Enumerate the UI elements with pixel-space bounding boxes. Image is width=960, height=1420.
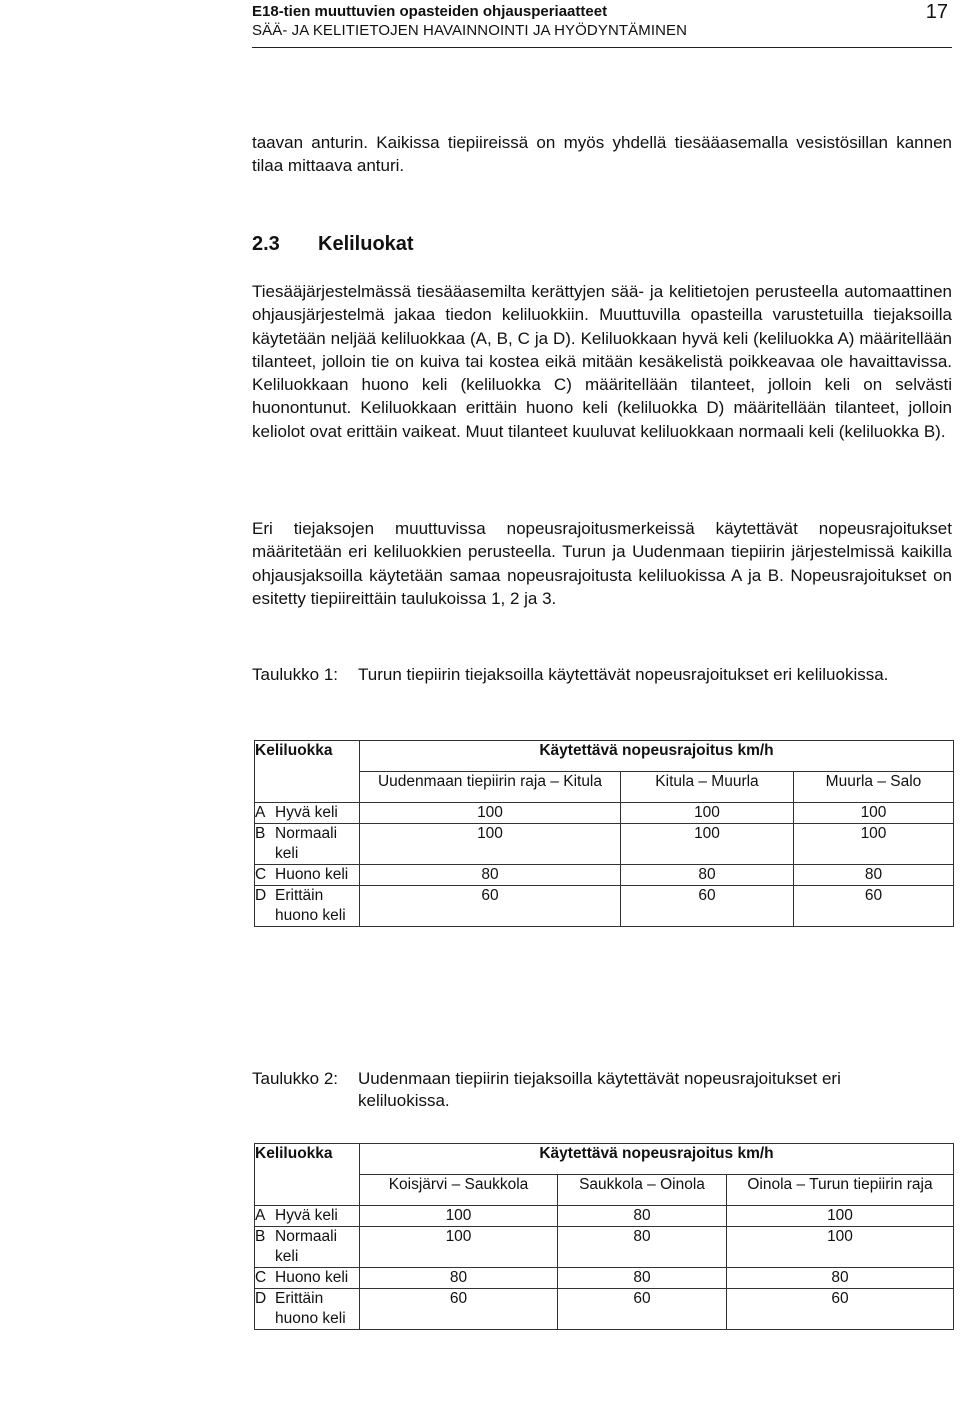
table-row [255,1227,954,1268]
row-class-cell [255,803,360,824]
class-letter: C [255,1269,267,1286]
paragraph-nopeusrajoitukset: Eri tiejaksojen muuttuvissa nopeusrajoitusmerkeissä käytettävät nopeusrajoitukset määritetään eri keliluokkien perusteella. Turun ja Uudenmaan tiepiirin järjestelmissä kaikilla ohjausjaksoilla käytetään samaa nopeusrajoitusta keliluokissa A ja B. Nopeusrajoitukset on esitetty tiepiireittäin taulukoissa 1, 2 ja 3. [252,519,952,608]
class-letter: D [255,1290,267,1307]
table2-header-class: Keliluokka [255,1144,360,1206]
table-row [255,865,954,886]
class-name: Normaali keli [275,1228,338,1265]
page-number: 17 [925,1,948,23]
table-cell: 60 [794,886,954,927]
class-letter: B [255,825,266,842]
class-name: Hyvä keli [275,1207,338,1224]
table2-caption [252,1068,952,1112]
class-name: Hyvä keli [275,804,338,821]
table-cell: 100 [360,1227,558,1268]
table1 [254,740,954,927]
table1-caption-label: Taulukko 1: [252,665,338,684]
table-cell: 60 [558,1289,727,1330]
table-cell: 100 [727,1227,954,1268]
class-name: Huono keli [275,866,349,883]
table2-caption-text: Uudenmaan tiepiirin tiejaksoilla käytettävät nopeusrajoitukset eri keliluokissa. [358,1069,841,1110]
table-row [255,824,954,865]
row-class-cell [255,1206,360,1227]
table-row [255,1268,954,1289]
table-row [255,1289,954,1330]
table-cell: 80 [558,1227,727,1268]
table-cell: 100 [360,803,621,824]
table1-header-speed: Käytettävä nopeusrajoitus km/h [360,741,954,772]
document-subtitle: SÄÄ- JA KELITIETOJEN HAVAINNOINTI JA HYÖDYNTÄMINEN [252,22,688,39]
row-class-cell [255,886,360,927]
table-cell: 60 [360,1289,558,1330]
row-class-cell [255,865,360,886]
table-cell: 80 [360,1268,558,1289]
table-cell: 80 [360,865,621,886]
row-class-cell [255,1289,360,1330]
table1-segment-1: Uudenmaan tiepiirin raja – Kitula [360,772,621,803]
document-title: E18-tien muuttuvien opasteiden ohjausperiaatteet [252,3,608,20]
paragraph-keliluokat: Tiesääjärjestelmässä tiesääasemilta kerättyjen sää- ja kelitietojen perusteella automaattinen ohjausjärjestelmä jakaa tiedon keliluokkiin. Muuttuvilla opasteilla varustetuilla tiejaksoilla käytetään neljää keliluokkaa (A, B, C ja D). Keliluokkaan hyvä keli (keliluokka A) määritellään tilanteet, jolloin tie on kuiva tai kostea eikä mitään kesäkelistä poikkeavaa ole havaittavissa. Keliluokkaan huono keli (keliluokka C) määritellään tilanteet, jolloin keli on selvästi huonontunut. Keliluokkaan erittäin huono keli (keliluokka D) määritellään tilanteet, jolloin keliolot ovat erittäin vaikeat. Muut tilanteet kuuluvat keliluokkaan normaali keli (keliluokka B). [252,282,952,441]
class-name: Erittäin huono keli [275,887,346,924]
table-cell: 100 [621,824,794,865]
page-header [252,2,952,40]
table-row [255,1206,954,1227]
table-cell: 60 [621,886,794,927]
table-cell: 100 [621,803,794,824]
class-letter: A [255,1207,266,1224]
class-name: Normaali keli [275,825,338,862]
table-cell: 100 [360,1206,558,1227]
table-cell: 100 [794,803,954,824]
table2-segment-1: Koisjärvi – Saukkola [360,1175,558,1206]
section-heading [252,231,414,257]
table1-segment-3: Muurla – Salo [794,772,954,803]
table-row [255,803,954,824]
table-row [255,886,954,927]
paragraph-continuation: taavan anturin. Kaikissa tiepiireissä on myös yhdellä tiesääasemalla vesistösillan kannen tilaa mittaava anturi. [252,133,952,176]
table-cell: 60 [360,886,621,927]
class-letter: C [255,866,267,883]
table2-segment-3: Oinola – Turun tiepiirin raja [727,1175,954,1206]
table1-caption [252,664,952,686]
table-cell: 80 [794,865,954,886]
table-cell: 80 [558,1206,727,1227]
row-class-cell [255,1227,360,1268]
table-cell: 80 [727,1268,954,1289]
class-name: Huono keli [275,1269,349,1286]
table2-header-speed: Käytettävä nopeusrajoitus km/h [360,1144,954,1175]
section-title: Keliluokat [318,233,414,255]
table-cell: 100 [727,1206,954,1227]
class-letter: A [255,804,266,821]
class-name: Erittäin huono keli [275,1290,346,1327]
table2-caption-label: Taulukko 2: [252,1069,338,1088]
table2-segment-2: Saukkola – Oinola [558,1175,727,1206]
row-class-cell [255,1268,360,1289]
section-number: 2.3 [252,233,280,255]
table1-segment-2: Kitula – Muurla [621,772,794,803]
table1-header-class: Keliluokka [255,741,360,803]
table-cell: 80 [621,865,794,886]
header-divider [252,47,952,48]
class-letter: D [255,887,267,904]
table-cell: 100 [360,824,621,865]
table2 [254,1143,954,1330]
table-cell: 60 [727,1289,954,1330]
table-cell: 80 [558,1268,727,1289]
class-letter: B [255,1228,266,1245]
table1-caption-text: Turun tiepiirin tiejaksoilla käytettävät nopeusrajoitukset eri keliluokissa. [358,665,889,684]
table-cell: 100 [794,824,954,865]
row-class-cell [255,824,360,865]
